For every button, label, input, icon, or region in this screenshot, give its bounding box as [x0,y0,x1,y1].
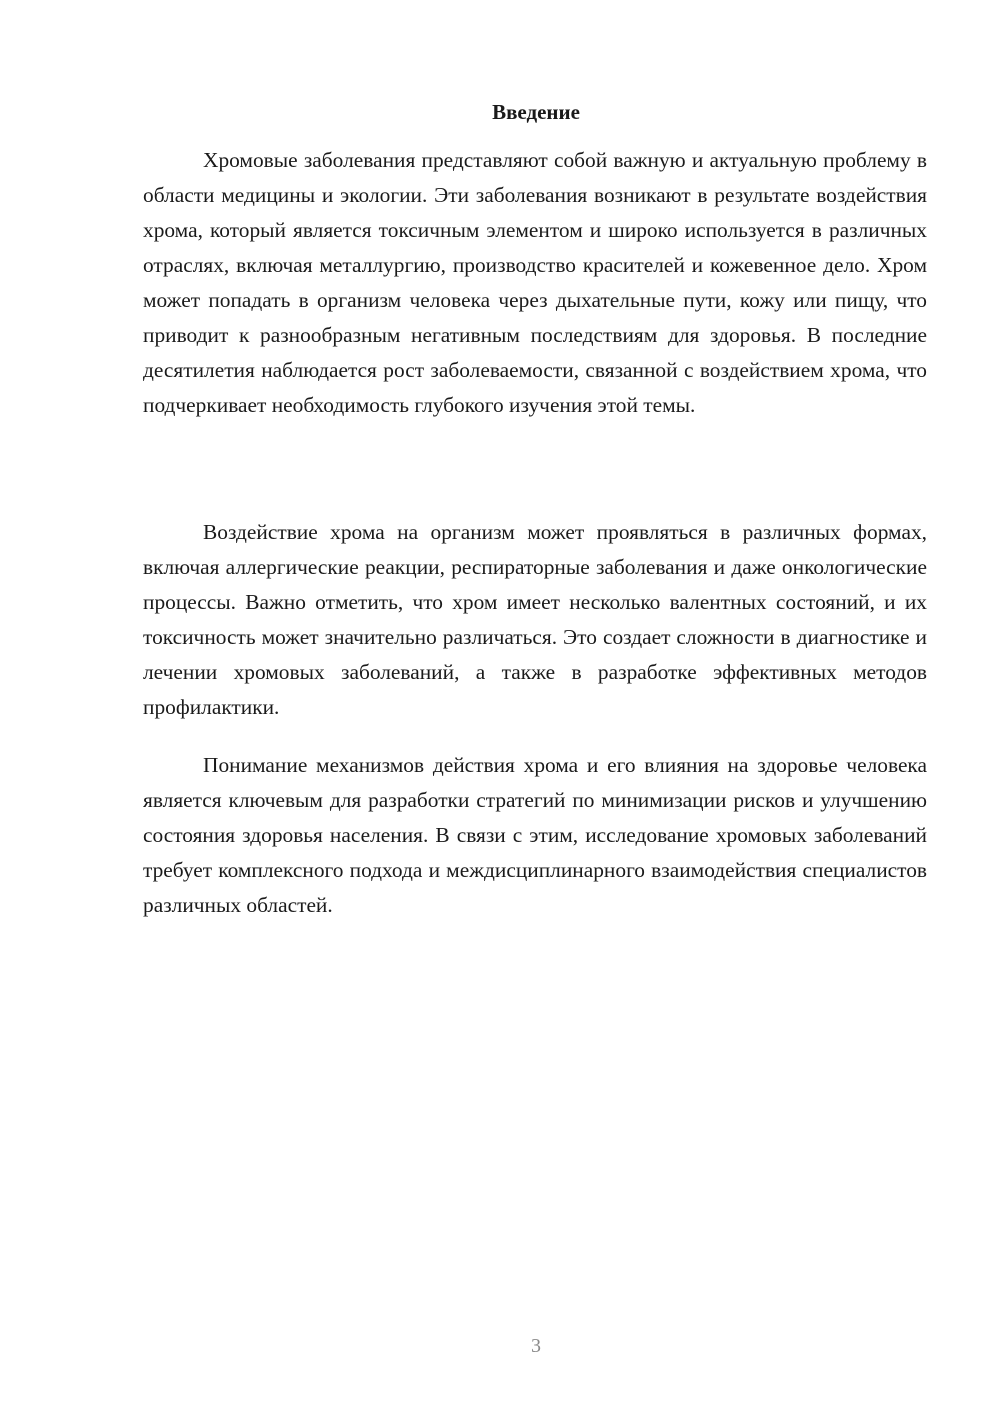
body-paragraph-2: Воздействие хрома на организм может проявляться в различных формах, включая аллергические реакции, респираторные заболевания и даже онкологические процессы. Важно отметить, что хром имеет несколько валентных состояний, и их токсичность может значительно различаться. Это создает сложности в диагностике и лечении хромовых заболеваний, а также в разработке эффективных методов профилактики. [143,520,927,719]
body-paragraph-1: Хромовые заболевания представляют собой важную и актуальную проблему в области медицины и экологии. Эти заболевания возникают в результате воздействия хрома, который является токсичным элементом и широко используется в различных отраслях, включая металлургию, производство красителей и кожевенное дело. Хром может попадать в организм человека через дыхательные пути, кожу или пищу, что приводит к разнообразным негативным последствиям для здоровья. В последние десятилетия наблюдается рост заболеваемости, связанной с воздействием хрома, что подчеркивает необходимость глубокого изучения этой темы. [143,148,927,417]
section-heading: Введение [492,100,580,124]
page-number: 3 [531,1335,541,1357]
body-paragraph-3: Понимание механизмов действия хрома и его влияния на здоровье человека является ключевым для разработки стратегий по минимизации рисков и улучшению состояния здоровья населения. В связи с этим, исследование хромовых заболеваний требует комплексного подхода и междисциплинарного взаимодействия специалистов различных областей. [143,753,927,917]
